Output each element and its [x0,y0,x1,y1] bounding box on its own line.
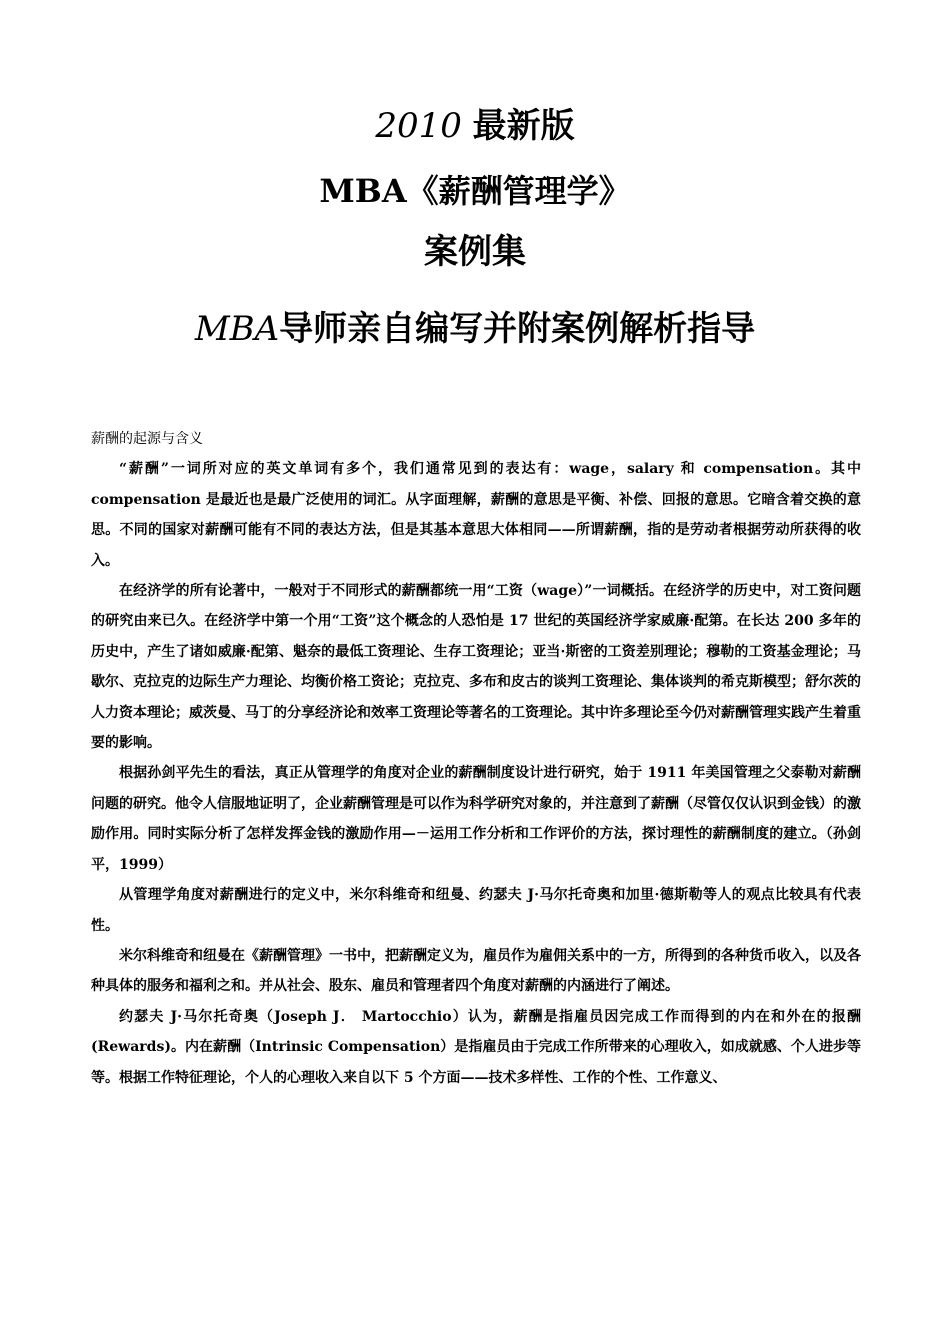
tagline-rest: 导师亲自编写并附案例解析指导 [279,309,756,349]
section-heading: 薪酬的起源与含义 [91,431,203,447]
body-text [91,424,861,1093]
paragraph: 米尔科维奇和纽曼在《薪酬管理》一书中，把薪酬定义为，雇员作为雇佣关系中的一方，所得到的各种货币收入，以及各种具体的服务和福利之和。并从社会、股东、雇员和管理者四个角度对薪酬的内涵进行了阐述。 [91,947,861,995]
title-sub: 案例集 [424,232,526,272]
paragraph: 约瑟夫 J·马尔托奇奥（Joseph J． Martocchio）认为，薪酬是指雇员因完成工作而得到的内在和外在的报酬(Rewards)。内在薪酬（Intrinsic Compensation）是指雇员由于完成工作所带来的心理收入，如成就感、个人进步等等。根据工作特征理论，个人的心理收入来自以下 5 个方面——技术多样性、工作的个性、工作意义、 [91,1008,861,1086]
title-tagline [0,303,950,355]
paragraph: 在经济学的所有论著中，一般对于不同形式的薪酬都统一用“工资（wage）”一词概括。在经济学的历史中，对工资问题的研究由来已久。在经济学中第一个用“工资”这个概念的人恐怕是 17 世纪的英国经济学家威廉·配第。在长达 200 多年的历史中，产生了诸如威廉·配第、魁奈的最低工资理论、生存工资理论；亚当·斯密的工资差别理论；穆勒的工资基金理论；马歇尔、克拉克的边际生产力理论、均衡价格工资论；克拉克、多布和皮古的谈判工资理论、集体谈判的希克斯模型；舒尔茨的人力资本理论；威茨曼、马丁的分享经济论和效率工资理论等著名的工资理论。其中许多理论至今仍对薪酬管理实践产生着重要的影响。 [91,583,861,752]
paragraph: 根据孙剑平先生的看法，真正从管理学的角度对企业的薪酬制度设计进行研究，始于 1911 年美国管理之父泰勒对薪酬问题的研究。他令人信服地证明了，企业薪酬管理是可以作为科学研究对象的，并注意到了薪酬（尽管仅仅认识到金钱）的激励作用。同时实际分析了怎样发挥金钱的激励作用—－运用工作分析和工作评价的方法，探讨理性的薪酬制度的建立。（孙剑平，1999） [91,765,861,873]
title-main: MBA《薪酬管理学》 [319,172,631,210]
title-year-line [0,100,950,152]
paragraph: “薪酬”一词所对应的英文单词有多个，我们通常见到的表达有：wage，salary 和 compensation。其中 compensation 是最近也是最广泛使用的词汇。从字面理解，薪酬的意思是平衡、补偿、回报的意思。它暗含着交换的意思。不同的国家对薪酬可能有不同的表达方法，但是其基本意思大体相同——所谓薪酬，指的是劳动者根据劳动所获得的收入。 [91,461,861,569]
tagline-prefix: MBA [194,309,280,349]
title-edition: 最新版 [472,106,575,146]
paragraph: 从管理学角度对薪酬进行的定义中，米尔科维奇和纽曼、约瑟夫 J·马尔托奇奥和加里·德斯勒等人的观点比较具有代表性。 [91,887,861,934]
title-year: 2010 [375,106,462,146]
